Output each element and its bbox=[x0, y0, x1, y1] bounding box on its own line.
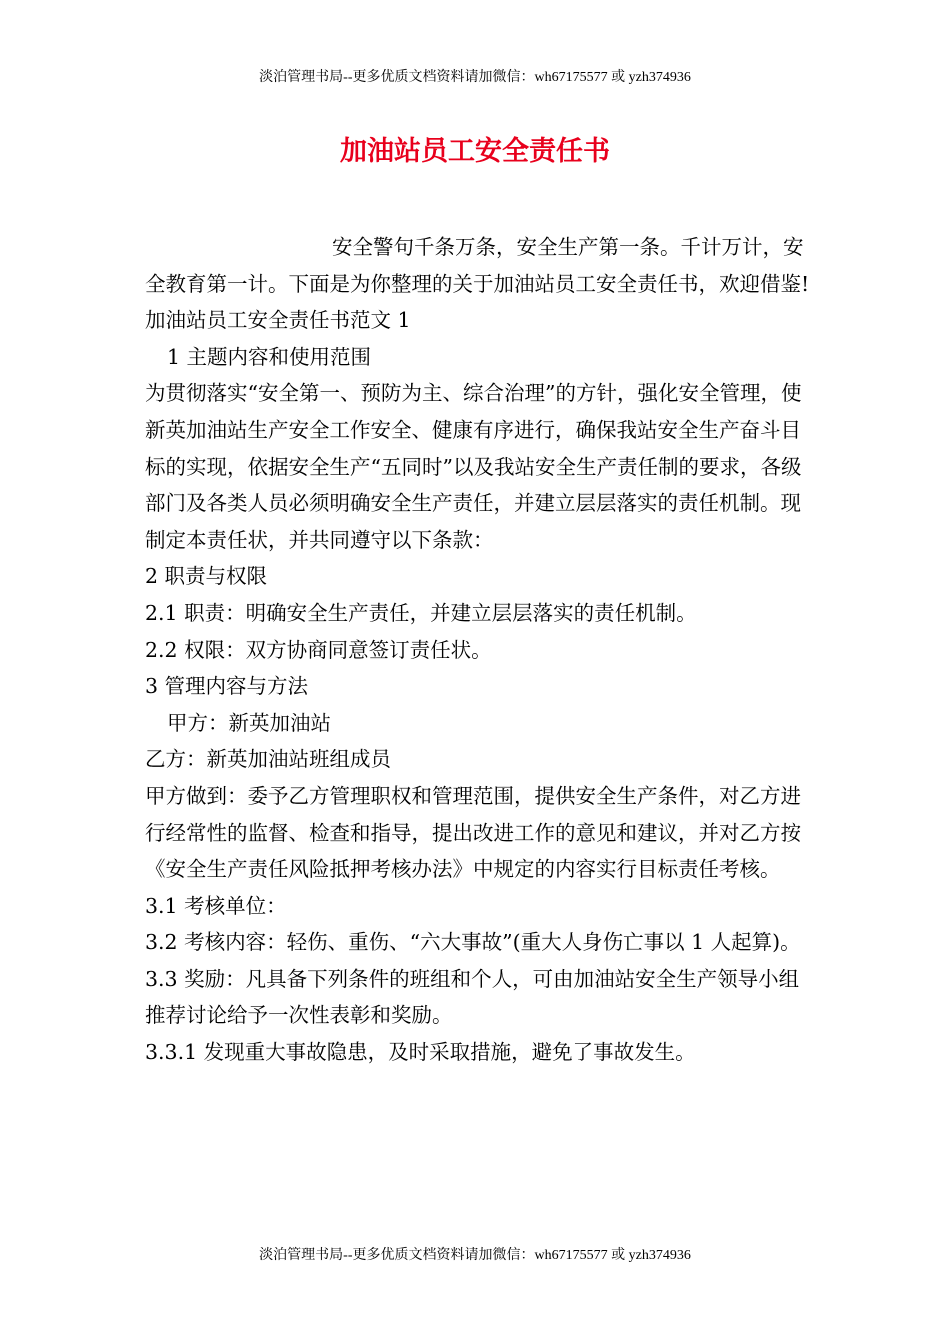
paragraph-duty-2-2: 2.2 权限：双方协商同意签订责任状。 bbox=[145, 637, 492, 662]
paragraph-duty-2-1: 2.1 职责：明确安全生产责任，并建立层层落实的责任机制。 bbox=[145, 600, 697, 625]
paragraph-3-3: 3.3 奖励：凡具备下列条件的班组和个人，可由加油站安全生产领导小组推荐讨论给予一次性表彰和奖励。 bbox=[145, 966, 800, 1028]
document-body bbox=[145, 229, 810, 1071]
party-a: 甲方：新英加油站 bbox=[167, 710, 331, 735]
paragraph-3-3-1: 3.3.1 发现重大事故隐患，及时采取措施，避免了事故发生。 bbox=[145, 1040, 696, 1065]
paragraph-3-1: 3.1 考核单位： bbox=[145, 893, 287, 918]
paragraph-3-2: 3.2 考核内容：轻伤、重伤、“六大事故”(重大人身伤亡事以 1 人起算)。 bbox=[145, 930, 801, 955]
page-footer: 淡泊管理书局--更多优质文档资料请加微信：wh67175577 或 yzh374936 bbox=[259, 1248, 691, 1263]
section-heading-sample: 加油站员工安全责任书范文 1 bbox=[145, 308, 411, 333]
paragraph-party-a-duties: 甲方做到：委予乙方管理职权和管理范围，提供安全生产条件，对乙方进行经常性的监督、检查和指导，提出改进工作的意见和建议，并对乙方按《安全生产责任风险抵押考核办法》中规定的内容实行目标责任考核。 bbox=[145, 783, 801, 882]
party-b: 乙方：新英加油站班组成员 bbox=[145, 747, 391, 772]
paragraph-purpose: 为贯彻落实“安全第一、预防为主、综合治理”的方针，强化安全管理，使新英加油站生产安全工作安全、健康有序进行，确保我站安全生产奋斗目标的实现，依据安全生产“五同时”以及我站安全生产责任制的要求，各级部门及各类人员必须明确安全生产责任，并建立层层落实的责任机制。现制定本责任状，并共同遵守以下条款： bbox=[145, 381, 802, 552]
document-title: 加油站员工安全责任书 bbox=[340, 136, 610, 167]
section-heading-scope: 1 主题内容和使用范围 bbox=[167, 344, 372, 369]
section-heading-duties: 2 职责与权限 bbox=[145, 564, 268, 589]
page-header: 淡泊管理书局--更多优质文档资料请加微信：wh67175577 或 yzh374936 bbox=[259, 70, 691, 85]
section-heading-management: 3 管理内容与方法 bbox=[145, 674, 309, 699]
intro-paragraph: 安全警句千条万条，安全生产第一条。千计万计，安全教育第一计。下面是为你整理的关于加油站员工安全责任书，欢迎借鉴! bbox=[145, 235, 810, 296]
